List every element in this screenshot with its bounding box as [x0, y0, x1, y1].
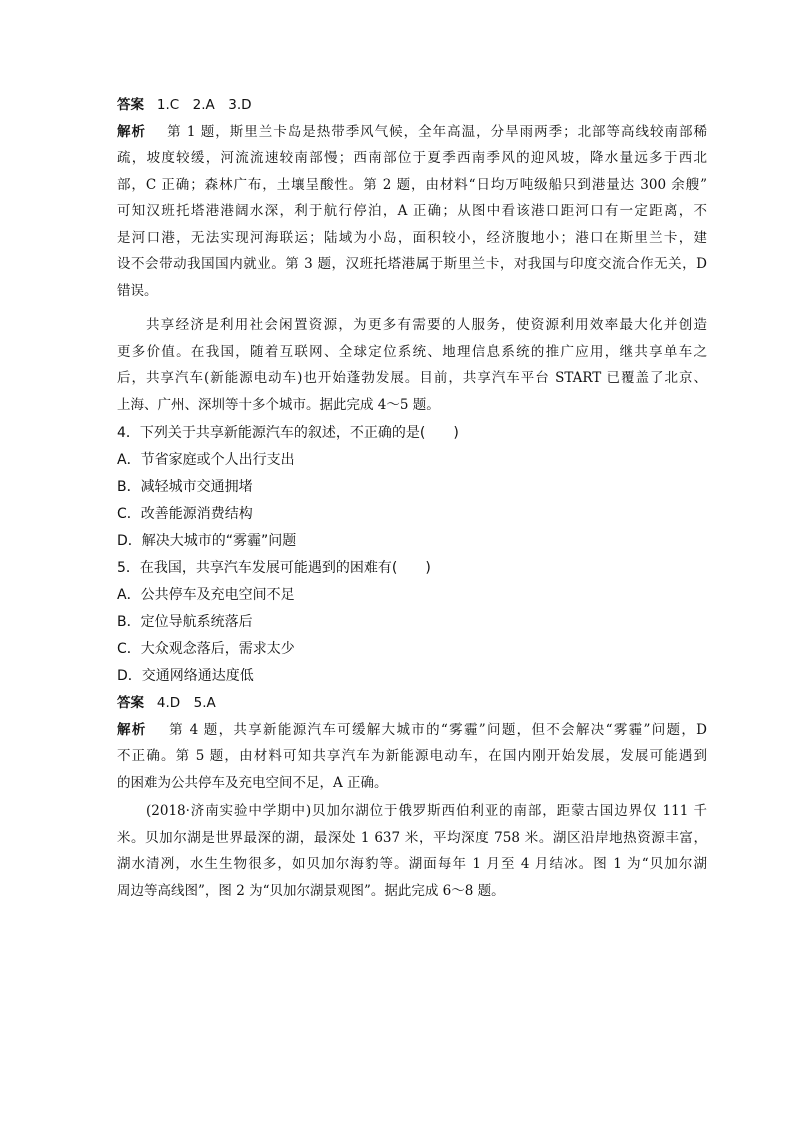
analysis-line: 可知汉班托塔港港阔水深，利于航行停泊，A 正确；从图中看该港口距河口有一定距离，不: [117, 203, 707, 219]
analysis-line: 部，C 正确；森林广布，土壤呈酸性。第 2 题，由材料“日均万吨级船只到港量达 300 余艘”: [117, 176, 707, 193]
passage-line: 湖水清冽，水生生物很多，如贝加尔海豹等。湖面每年 1 月至 4 月结冰。图 1 为“贝加尔湖: [117, 856, 707, 872]
option-d: D．交通网络通达度低: [117, 668, 254, 684]
analysis-line: [117, 119, 707, 146]
analysis-line: 不正确。第 5 题，由材料可知共享汽车为新能源电动车，在国内刚开始发展，发展可能遇到: [117, 748, 707, 764]
analysis-line: 疏，坡度较缓，河流流速较南部慢；西南部位于夏季西南季风的迎风坡，降水量远多于西北: [117, 150, 707, 166]
analysis-text: 第 1 题，斯里兰卡岛是热带季风气候，全年高温，分旱雨两季；北部等高线较南部稀: [167, 123, 707, 140]
answer-values: 1.C 2.A 3.D: [156, 97, 252, 113]
analysis-line: 是河口港，无法实现河海联运；陆域为小岛，面积较小，经济腹地小；港口在斯里兰卡，建: [117, 229, 707, 246]
question-stem: 5．在我国，共享汽车发展可能遇到的困难有( ): [117, 560, 431, 576]
analysis-line: [117, 717, 707, 744]
analysis-label: 解析: [117, 123, 146, 140]
question-stem: 4．下列关于共享新能源汽车的叙述，不正确的是( ): [117, 425, 459, 441]
answer-line: [117, 92, 707, 119]
option-b: B．减轻城市交通拥堵: [117, 479, 253, 495]
passage-line: (2018·济南实验中学期中)贝加尔湖位于俄罗斯西伯利亚的南部，距蒙古国边界仅 111 千: [146, 803, 707, 819]
answer-label: 答案: [117, 695, 144, 711]
passage-lake-baikal: [117, 798, 707, 904]
passage-shared-economy: [117, 312, 707, 418]
answer-analysis-4-5: [117, 690, 707, 796]
answer-analysis-1-3: [117, 92, 707, 304]
passage-line: 共享经济是利用社会闲置资源，为更多有需要的人服务，使资源利用效率最大化并创造: [146, 317, 707, 333]
analysis-line: 错误。: [117, 282, 158, 299]
option-b: B．定位导航系统落后: [117, 614, 253, 630]
answer-line: [117, 690, 707, 717]
passage-line: 后，共享汽车(新能源电动车)也开始蓬勃发展。目前，共享汽车平台 START 已覆盖了北京、: [117, 370, 707, 386]
question-5: [117, 555, 707, 690]
option-a: A．节省家庭或个人出行支出: [117, 452, 295, 468]
answer-values: 4.D 5.A: [156, 695, 216, 711]
passage-line: 上海、广州、深圳等十多个城市。据此完成 4～5 题。: [117, 396, 440, 413]
option-c: C．改善能源消费结构: [117, 506, 253, 522]
passage-line: 米。贝加尔湖是世界最深的湖，最深处 1 637 米，平均深度 758 米。湖区沿岸地热资源丰富，: [117, 829, 707, 846]
analysis-line: 设不会带动我国国内就业。第 3 题，汉班托塔港属于斯里兰卡，对我国与印度交流合作无关，D: [117, 256, 707, 272]
question-4: [117, 420, 707, 555]
option-d: D．解决大城市的“雾霾”问题: [117, 533, 297, 549]
passage-line: 更多价值。在我国，随着互联网、全球定位系统、地理信息系统的推广应用，继共享单车之: [117, 343, 707, 360]
answer-label: 答案: [117, 97, 144, 113]
option-a: A．公共停车及充电空间不足: [117, 587, 295, 603]
analysis-label: 解析: [117, 721, 147, 738]
analysis-text: 第 4 题，共享新能源汽车可缓解大城市的“雾霾”问题，但不会解决“雾霾”问题，D: [169, 721, 707, 738]
passage-line: 周边等高线图”，图 2 为“贝加尔湖景观图”。据此完成 6～8 题。: [117, 882, 505, 899]
option-c: C．大众观念落后，需求太少: [117, 641, 295, 657]
analysis-line: 的困难为公共停车及充电空间不足，A 正确。: [117, 774, 388, 791]
